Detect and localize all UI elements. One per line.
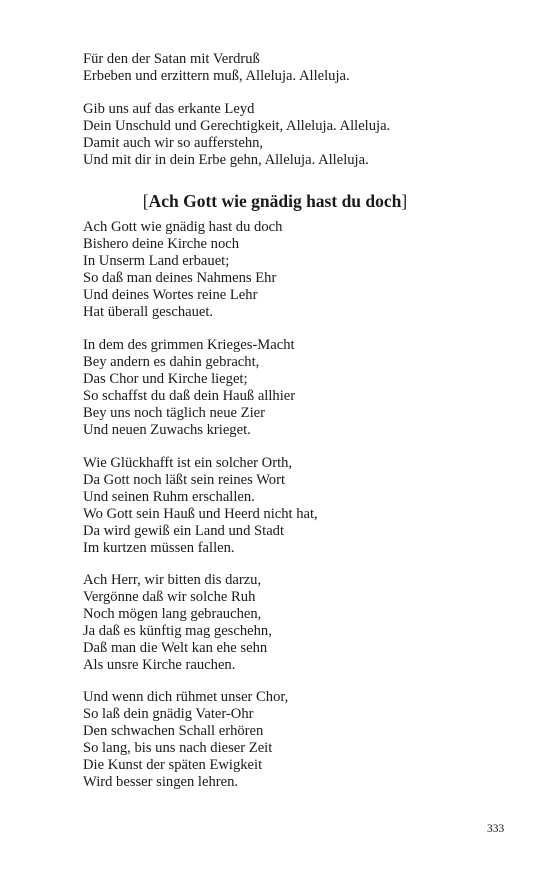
- verse-line: Dein Unschuld und Gerechtigkeit, Alleluja. Alleluja.: [83, 118, 391, 134]
- verse-line: Und deines Wortes reine Lehr: [83, 287, 258, 303]
- verse-line: Für den der Satan mit Verdruß: [83, 51, 260, 67]
- verse-line: Wie Glückhafft ist ein solcher Orth,: [83, 455, 293, 471]
- verse-line: Bey andern es dahin gebracht,: [83, 354, 260, 370]
- poem-stanza: [83, 455, 503, 557]
- poem-title-text: Ach Gott wie gnädig hast du doch: [148, 191, 402, 211]
- verse-line: Gib uns auf das erkante Leyd: [83, 101, 255, 117]
- title-close-bracket: ]: [401, 191, 408, 211]
- verse-line: Und seinen Ruhm erschallen.: [83, 489, 255, 505]
- verse-line: Daß man die Welt kan ehe sehn: [83, 640, 268, 656]
- verse-line: Den schwachen Schall erhören: [83, 723, 264, 739]
- verse-line: Wo Gott sein Hauß und Heerd nicht hat,: [83, 506, 318, 522]
- poem-stanza: [83, 689, 503, 791]
- verse-line: Da Gott noch läßt sein reines Wort: [83, 472, 286, 488]
- verse-line: Und wenn dich rühmet unser Chor,: [83, 689, 289, 705]
- poem-title: [0, 190, 550, 212]
- verse-line: Hat überall geschauet.: [83, 304, 214, 320]
- verse-line: Im kurtzen müssen fallen.: [83, 540, 235, 556]
- title-open-bracket: [: [142, 191, 149, 211]
- verse-line: Da wird gewiß ein Land und Stadt: [83, 523, 285, 539]
- verse-line: So daß man deines Nahmens Ehr: [83, 270, 277, 286]
- verse-line: Das Chor und Kirche lieget;: [83, 371, 248, 387]
- verse-line: Als unsre Kirche rauchen.: [83, 657, 236, 673]
- verse-line: In dem des grimmen Krieges-Macht: [83, 337, 295, 353]
- page-number: 333: [487, 823, 505, 835]
- verse-line: In Unserm Land erbauet;: [83, 253, 230, 269]
- verse-line: Bishero deine Kirche noch: [83, 236, 240, 252]
- verse-line: Wird besser singen lehren.: [83, 774, 239, 790]
- verse-line: Und mit dir in dein Erbe gehn, Alleluja. Alleluja.: [83, 152, 369, 168]
- poem-stanza: [83, 572, 503, 674]
- verse-line: So schaffst du daß dein Hauß allhier: [83, 388, 296, 404]
- verse-line: Und neuen Zuwachs krieget.: [83, 422, 251, 438]
- preceding-stanza: [83, 51, 503, 85]
- verse-line: Noch mögen lang gebrauchen,: [83, 606, 262, 622]
- poem-stanza: [83, 219, 503, 321]
- verse-line: So lang, bis uns nach dieser Zeit: [83, 740, 273, 756]
- verse-line: Bey uns noch täglich neue Zier: [83, 405, 265, 421]
- verse-line: Damit auch wir so aufferstehn,: [83, 135, 264, 151]
- verse-line: Ja daß es künftig mag geschehn,: [83, 623, 272, 639]
- poem-stanza: [83, 337, 503, 439]
- verse-line: Erbeben und erzittern muß, Alleluja. Alleluja.: [83, 68, 350, 84]
- verse-line: Ach Herr, wir bitten dis darzu,: [83, 572, 262, 588]
- preceding-stanza: [83, 101, 503, 169]
- verse-line: So laß dein gnädig Vater-Ohr: [83, 706, 254, 722]
- verse-line: Die Kunst der späten Ewigkeit: [83, 757, 263, 773]
- verse-line: Ach Gott wie gnädig hast du doch: [83, 219, 283, 235]
- verse-line: Vergönne daß wir solche Ruh: [83, 589, 256, 605]
